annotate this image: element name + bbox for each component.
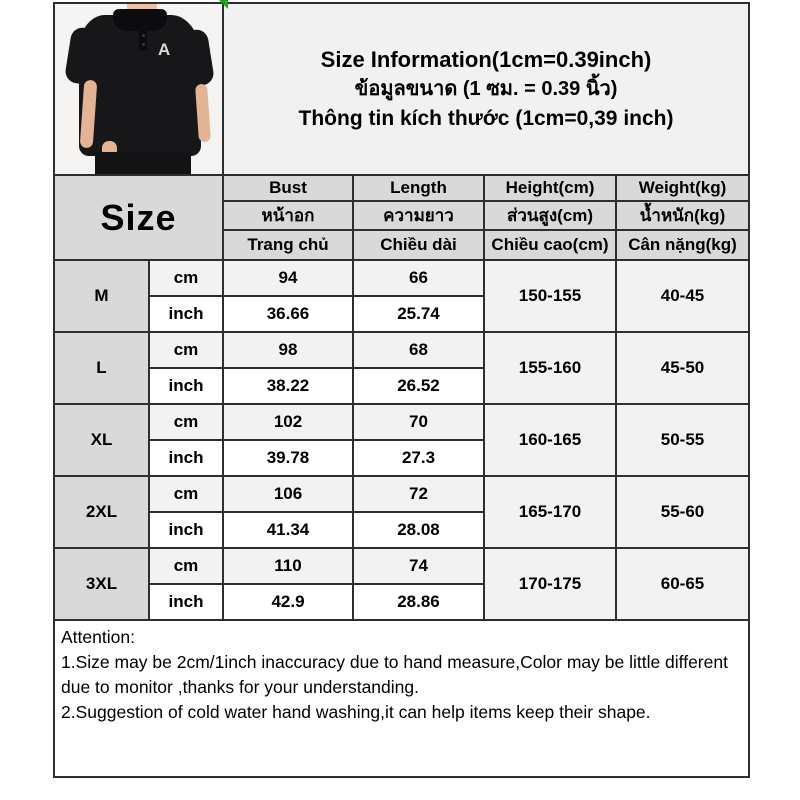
- title-english: Size Information(1cm=0.39inch): [320, 46, 652, 72]
- unit-label-cm: cm: [149, 260, 223, 296]
- column-header-weight-en: Weight(kg): [616, 175, 749, 201]
- size-label-xl: XL: [54, 404, 149, 476]
- height-range-3xl: 170-175: [484, 548, 616, 620]
- weight-range-xl: 50-55: [616, 404, 749, 476]
- bust-inch-l: 38.22: [223, 368, 353, 404]
- unit-label-cm: cm: [149, 548, 223, 584]
- weight-range-m: 40-45: [616, 260, 749, 332]
- length-cm-xl: 70: [353, 404, 484, 440]
- height-range-l: 155-160: [484, 332, 616, 404]
- polo-placket: [139, 28, 147, 50]
- column-header-height-vi: Chiều cao(cm): [484, 230, 616, 260]
- column-header-height-th: ส่วนสูง(cm): [484, 201, 616, 230]
- length-inch-2xl: 28.08: [353, 512, 484, 548]
- weight-range-2xl: 55-60: [616, 476, 749, 548]
- column-header-bust-vi: Trang chủ: [223, 230, 353, 260]
- header-row-english: [54, 175, 749, 201]
- unit-label-cm: cm: [149, 404, 223, 440]
- bust-inch-3xl: 42.9: [223, 584, 353, 620]
- attention-heading: Attention:: [61, 627, 135, 647]
- unit-label-inch: inch: [149, 440, 223, 476]
- size-corner-label: Size: [54, 175, 223, 260]
- length-inch-m: 25.74: [353, 296, 484, 332]
- column-header-height-en: Height(cm): [484, 175, 616, 201]
- unit-label-inch: inch: [149, 512, 223, 548]
- polo-button: [142, 34, 145, 37]
- column-header-length-en: Length: [353, 175, 484, 201]
- size-label-m: M: [54, 260, 149, 332]
- unit-label-inch: inch: [149, 368, 223, 404]
- attention-row: [54, 620, 749, 777]
- unit-label-cm: cm: [149, 476, 223, 512]
- table-row-l-cm: [54, 332, 749, 368]
- size-label-3xl: 3XL: [54, 548, 149, 620]
- green-corner-marker: [219, 0, 228, 9]
- title-thai: ข้อมูลขนาด (1 ซม. = 0.39 นิ้ว): [354, 77, 618, 100]
- height-range-2xl: 165-170: [484, 476, 616, 548]
- attention-note-1: 1.Size may be 2cm/1inch inaccuracy due to hand measure,Color may be little different due to monitor ,thanks for your understanding.: [61, 651, 728, 697]
- length-inch-xl: 27.3: [353, 440, 484, 476]
- bust-cm-l: 98: [223, 332, 353, 368]
- top-row: [54, 3, 749, 175]
- column-header-weight-vi: Cân nặng(kg): [616, 230, 749, 260]
- table-row-m-cm: [54, 260, 749, 296]
- column-header-bust-en: Bust: [223, 175, 353, 201]
- polo-button: [142, 43, 145, 46]
- bust-inch-2xl: 41.34: [223, 512, 353, 548]
- unit-label-cm: cm: [149, 332, 223, 368]
- title-vietnamese: Thông tin kích thước (1cm=0,39 inch): [298, 106, 674, 130]
- length-cm-l: 68: [353, 332, 484, 368]
- unit-label-inch: inch: [149, 584, 223, 620]
- model-pants: [95, 152, 191, 174]
- attention-cell: [54, 620, 749, 777]
- height-range-xl: 160-165: [484, 404, 616, 476]
- attention-note-2: 2.Suggestion of cold water hand washing,it can help items keep their shape.: [61, 701, 651, 722]
- bust-inch-xl: 39.78: [223, 440, 353, 476]
- bust-inch-m: 36.66: [223, 296, 353, 332]
- bust-cm-3xl: 110: [223, 548, 353, 584]
- unit-label-inch: inch: [149, 296, 223, 332]
- length-cm-3xl: 74: [353, 548, 484, 584]
- length-inch-l: 26.52: [353, 368, 484, 404]
- weight-range-3xl: 60-65: [616, 548, 749, 620]
- product-photo-cell: [54, 3, 223, 175]
- column-header-bust-th: หน้าอก: [223, 201, 353, 230]
- table-row-2xl-cm: [54, 476, 749, 512]
- length-inch-3xl: 28.86: [353, 584, 484, 620]
- table-row-3xl-cm: [54, 548, 749, 584]
- bust-cm-xl: 102: [223, 404, 353, 440]
- column-header-length-th: ความยาว: [353, 201, 484, 230]
- size-label-l: L: [54, 332, 149, 404]
- shirt-logo-letter: A: [158, 40, 171, 59]
- size-chart-sheet: [53, 2, 750, 778]
- product-photo: [55, 4, 222, 174]
- column-header-length-vi: Chiều dài: [353, 230, 484, 260]
- weight-range-l: 45-50: [616, 332, 749, 404]
- length-cm-2xl: 72: [353, 476, 484, 512]
- title-cell: [223, 3, 749, 175]
- table-row-xl-cm: [54, 404, 749, 440]
- bust-cm-2xl: 106: [223, 476, 353, 512]
- height-range-m: 150-155: [484, 260, 616, 332]
- size-label-2xl: 2XL: [54, 476, 149, 548]
- length-cm-m: 66: [353, 260, 484, 296]
- size-chart-table: [53, 2, 750, 778]
- bust-cm-m: 94: [223, 260, 353, 296]
- column-header-weight-th: น้ำหนัก(kg): [616, 201, 749, 230]
